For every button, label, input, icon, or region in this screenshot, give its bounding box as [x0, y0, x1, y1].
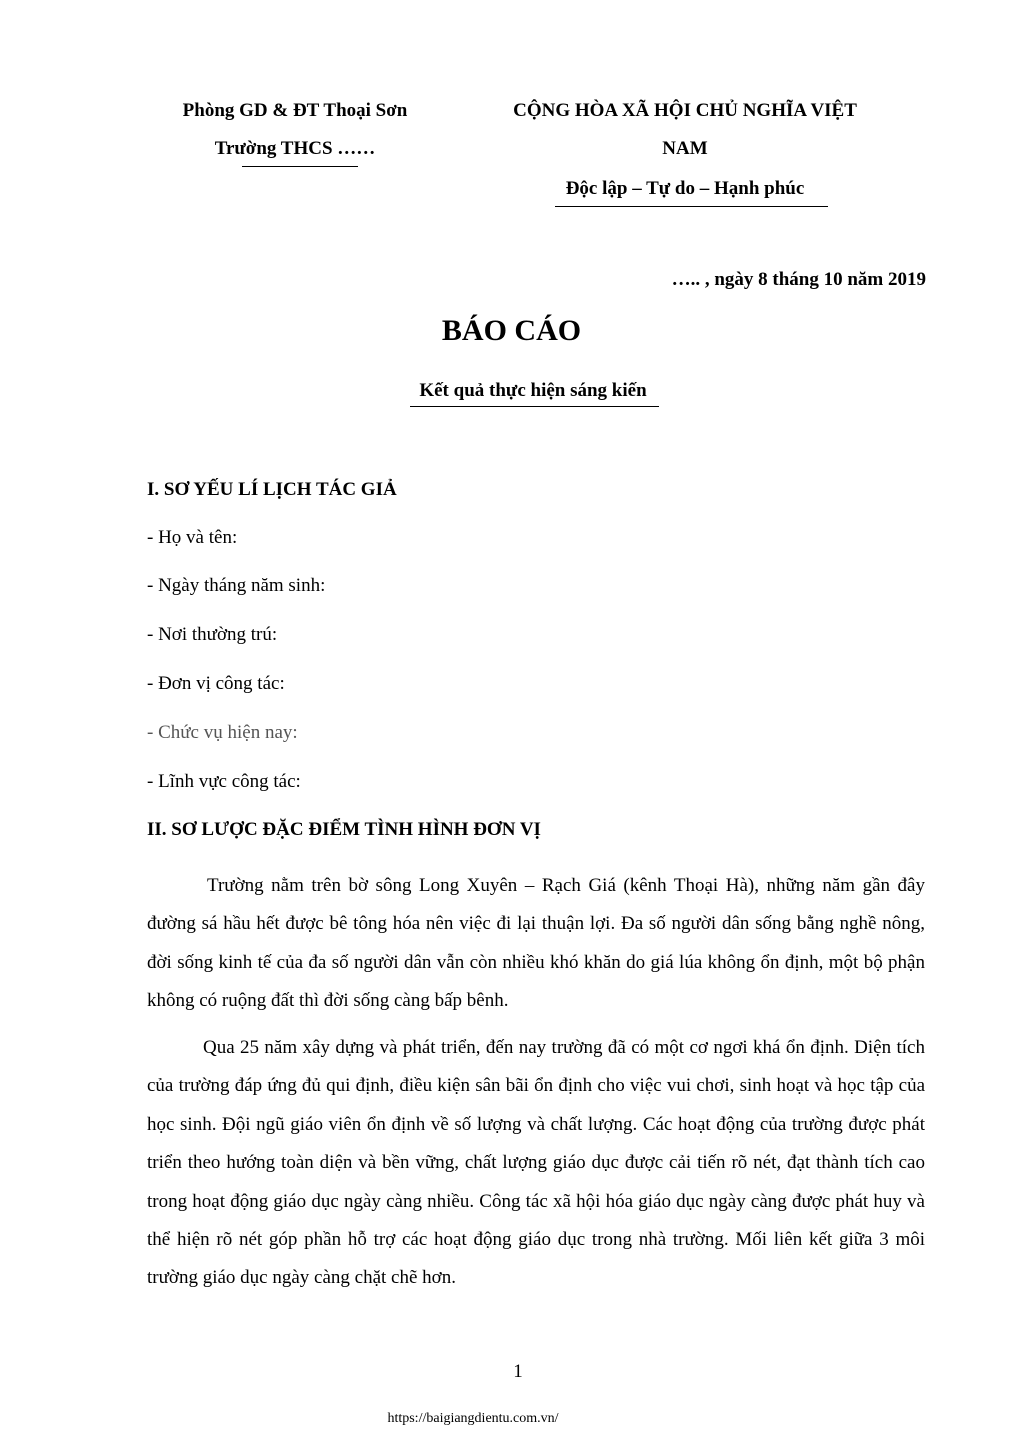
section-2-heading: II. SƠ LƯỢC ĐẶC ĐIỂM TÌNH HÌNH ĐƠN VỊ	[147, 819, 541, 840]
report-subtitle: Kết quả thực hiện sáng kiến	[419, 380, 647, 401]
section-1-heading: I. SƠ YẾU LÍ LỊCH TÁC GIẢ	[147, 479, 397, 500]
subtitle-underline	[410, 406, 659, 407]
field-full-name: - Họ và tên:	[147, 527, 238, 548]
field-work-unit: - Đơn vị công tác:	[147, 673, 285, 694]
field-position: - Chức vụ hiện nay:	[147, 722, 298, 743]
report-title: BÁO CÁO	[441, 314, 582, 347]
page-number: 1	[513, 1361, 523, 1382]
field-work-area: - Lĩnh vực công tác:	[147, 771, 301, 792]
paragraph-location: Trường nằm trên bờ sông Long Xuyên – Rạch Giá (kênh Thoại Hà), những năm gần đây đường sá hầu hết được bê tông hóa nên việc đi lại thuận lợi. Đa số người dân sống bằng nghề nông, đời sống kinh tế của đa số người dân vẫn còn nhiều khó khăn do giá lúa không ổn định, một bộ phận không có ruộng đất thì đời sống càng bấp bênh.	[147, 875, 925, 1011]
national-title-line1: CỘNG HÒA XÃ HỘI CHỦ NGHĨA VIỆT	[513, 100, 857, 121]
paragraph-development: Qua 25 năm xây dựng và phát triển, đến nay trường đã có một cơ ngơi khá ổn định. Diện tích của trường đáp ứng đủ qui định, điều kiện sân bãi ổn định cho việc vui chơi, sinh hoạt và học tập của học sinh. Đội ngũ giáo viên ổn định về số lượng và chất lượng. Các hoạt động của trường được phát triển theo hướng toàn diện và bền vững, chất lượng giáo dục được cải tiến rõ nét, đạt thành tích cao trong hoạt động giáo dục ngày càng nhiều. Công tác xã hội hóa giáo dục ngày càng được phát huy và thể hiện rõ nét góp phần hỗ trợ các hoạt động giáo dục trong nhà trường. Mối liên kết giữa 3 môi trường giáo dục ngày càng chặt chẽ hơn.	[147, 1037, 925, 1289]
footer-url: https://baigiangdientu.com.vn/	[387, 1411, 559, 1426]
date-line: ….. , ngày 8 tháng 10 năm 2019	[671, 269, 926, 290]
motto-underline	[555, 206, 828, 207]
school-name: Trường THCS ……	[214, 138, 376, 159]
national-motto: Độc lập – Tự do – Hạnh phúc	[565, 178, 805, 199]
field-date-of-birth: - Ngày tháng năm sinh:	[147, 575, 326, 596]
department-name: Phòng GD & ĐT Thoại Sơn	[182, 100, 408, 121]
school-name-underline	[242, 166, 358, 167]
national-title-line2: NAM	[662, 138, 708, 159]
field-residence: - Nơi thường trú:	[147, 624, 278, 645]
